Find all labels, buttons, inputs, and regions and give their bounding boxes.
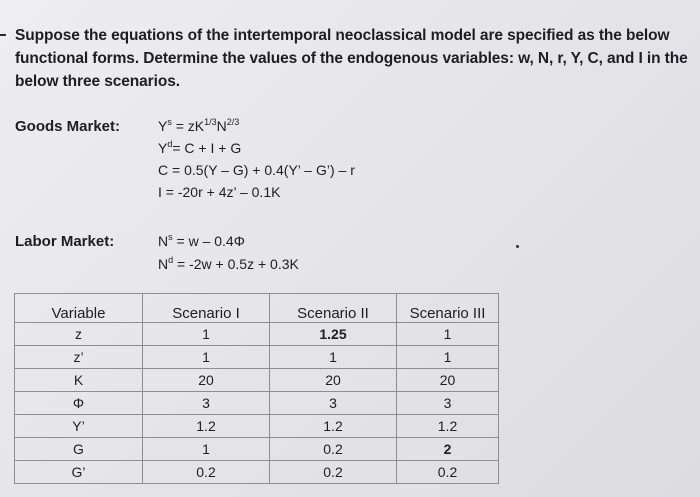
cell-scenario-2: 0.2 (270, 461, 397, 484)
cell-scenario-3: 3 (397, 392, 499, 415)
question-text: Suppose the equations of the intertemporal neoclassical model are specified as the below functional forms. Determine the values of the endogenous variables: w, N, r, Y, C, and I in the below three scenarios. (15, 27, 688, 90)
table-row (15, 461, 499, 484)
cell-scenario-3: 1.2 (397, 415, 499, 438)
cell-scenario-2: 1.2 (270, 415, 397, 438)
goods-supply-equation: $Y^s = zK^{1/3}N^{2/3}$ (158, 117, 240, 134)
labor-market-label: Labor Market: (15, 233, 115, 250)
cell-scenario-2: 0.2 (270, 438, 397, 461)
investment-equation: I = -20r + 4z’ – 0.1K (158, 184, 281, 200)
table-row (15, 369, 499, 392)
cell-scenario-3: 1 (397, 346, 499, 369)
header-scenario-3: Scenario III (397, 294, 499, 323)
header-variable: Variable (15, 294, 143, 323)
cell-scenario-3: 1 (397, 323, 499, 346)
labor-supply-equation: $N^s = w - 0.4\Phi$ (158, 232, 245, 249)
consumption-equation: C = 0.5(Y – G) + 0.4(Y’ – G’) – r (158, 162, 355, 178)
cell-scenario-2: 1.25 (270, 323, 397, 346)
header-scenario-2: Scenario II (270, 294, 397, 323)
cell-scenario-1: 1 (143, 346, 270, 369)
cell-scenario-2: 1 (270, 346, 397, 369)
cell-variable: z’ (15, 346, 143, 369)
cell-scenario-1: 3 (143, 392, 270, 415)
header-scenario-1: Scenario I (143, 294, 270, 323)
cell-scenario-1: 20 (143, 369, 270, 392)
table-row (15, 323, 499, 346)
cell-variable: K (15, 369, 143, 392)
cell-scenario-2: 3 (270, 392, 397, 415)
bullet-marker (0, 34, 6, 36)
stray-dot (516, 245, 519, 248)
scenario-table (14, 293, 499, 484)
cell-scenario-3: 2 (397, 438, 499, 461)
cell-scenario-1: 0.2 (143, 461, 270, 484)
cell-scenario-3: 0.2 (397, 461, 499, 484)
table-row (15, 438, 499, 461)
cell-variable: G’ (15, 461, 143, 484)
table-row (15, 346, 499, 369)
cell-scenario-1: 1 (143, 323, 270, 346)
cell-variable: Y’ (15, 415, 143, 438)
goods-market-label: Goods Market: (15, 118, 121, 135)
table-header-row (15, 294, 499, 323)
table-row (15, 415, 499, 438)
cell-variable: z (15, 323, 143, 346)
cell-scenario-1: 1.2 (143, 415, 270, 438)
cell-scenario-2: 20 (270, 369, 397, 392)
labor-demand-equation: $N^d = -2w + 0.5z + 0.3K$ (158, 255, 299, 272)
cell-scenario-1: 1 (143, 438, 270, 461)
goods-demand-equation: $Y^d= C + I + G$ (158, 139, 242, 156)
cell-variable: G (15, 438, 143, 461)
cell-scenario-3: 20 (397, 369, 499, 392)
cell-variable: Φ (15, 392, 143, 415)
table-row (15, 392, 499, 415)
